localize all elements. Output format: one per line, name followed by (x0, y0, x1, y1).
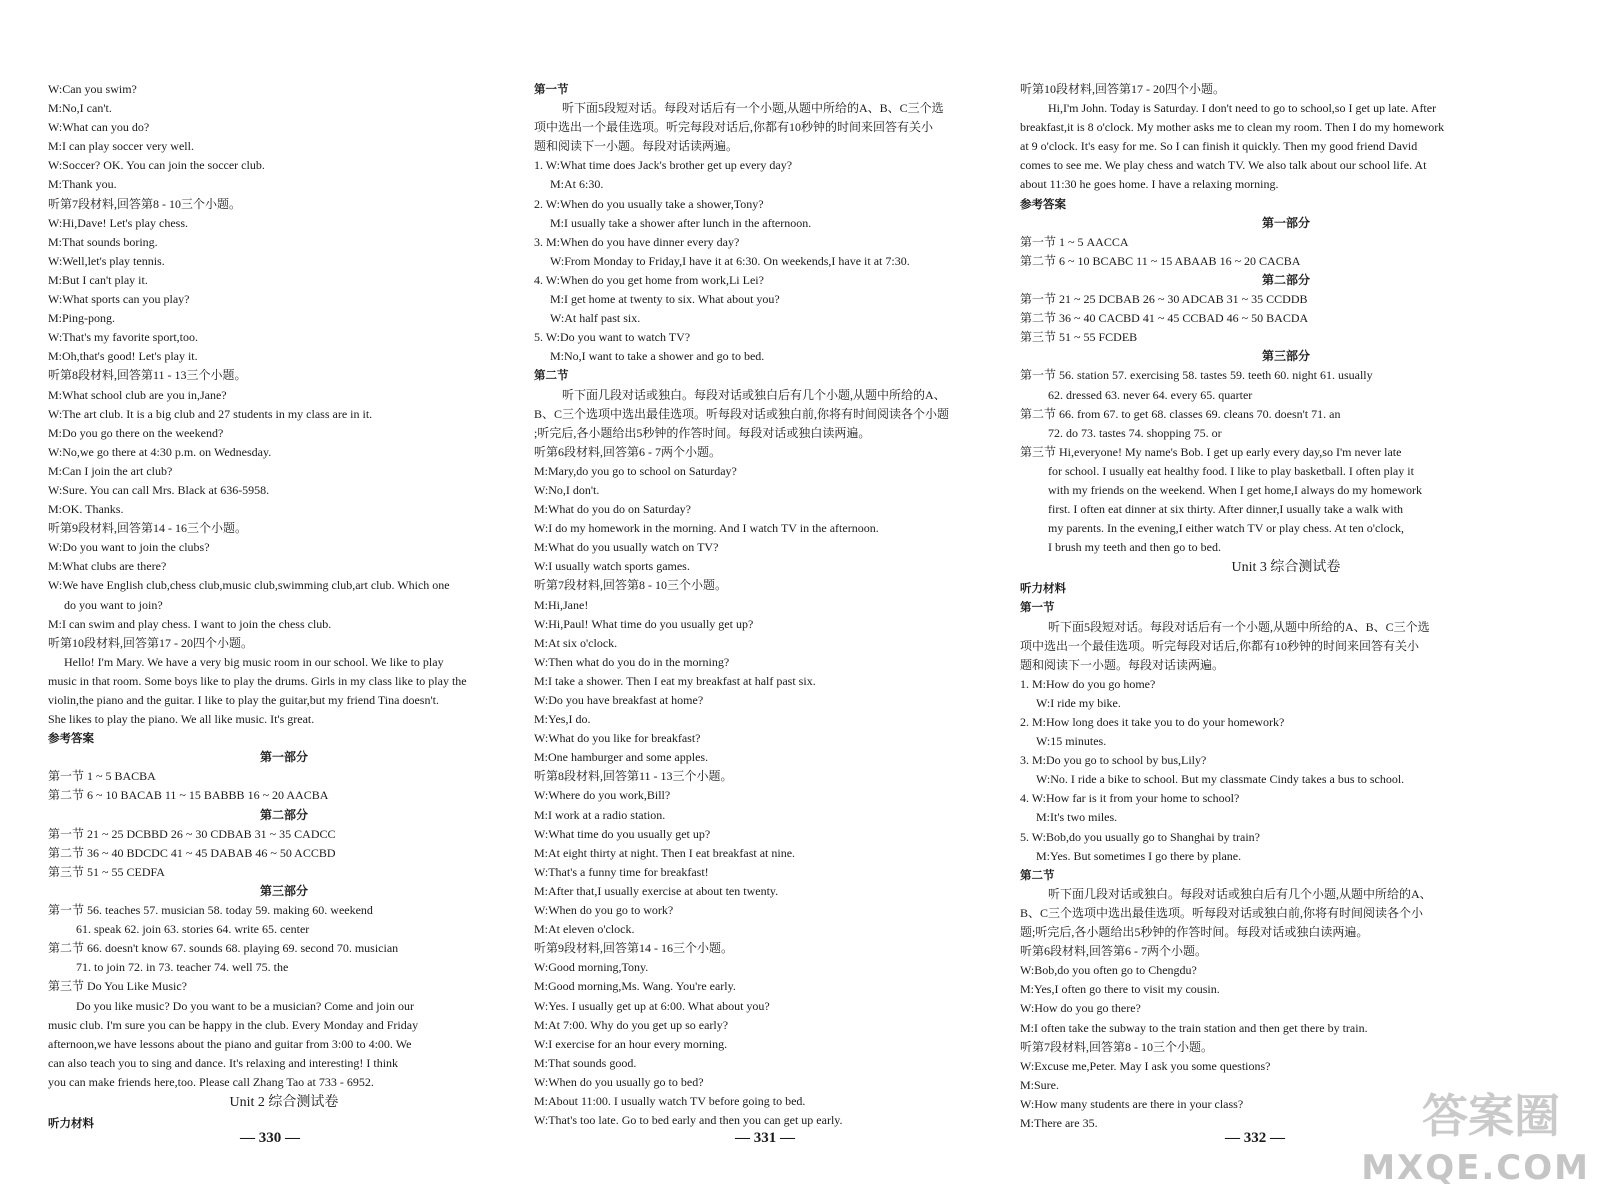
text-line: W:Yes. I usually get up at 6:00. What about you? (534, 998, 770, 1013)
text-line: 第一节 56. teaches 57. musician 58. today 59. making 60. weekend (48, 903, 373, 918)
text-line: W:No. I ride a bike to school. But my classmate Cindy takes a bus to school. (1036, 772, 1405, 787)
page-number-330: — 330 — (240, 1130, 300, 1146)
text-line: 听第10段材料,回答第17 - 20四个小题。 (48, 635, 253, 650)
text-line: M:Good morning,Ms. Wang. You're early. (534, 979, 736, 994)
text-line: W:How many students are there in your class? (1020, 1096, 1244, 1111)
text-line: M:Sure. (1020, 1077, 1059, 1092)
text-line: 听第6段材料,回答第6 - 7两个小题。 (534, 444, 721, 459)
text-line: M:What do you usually watch on TV? (534, 540, 719, 555)
text-line: 第二节 66. doesn't know 67. sounds 68. playing 69. second 70. musician (48, 941, 399, 956)
text-line: 第二节 (1020, 867, 1055, 882)
text-line: W:Bob,do you often go to Chengdu? (1020, 963, 1197, 978)
text-line: 第二节 36 ~ 40 CACBD 41 ~ 45 CCBAD 46 ~ 50 BACDA (1020, 311, 1309, 326)
text-line: M:Oh,that's good! Let's play it. (48, 349, 198, 364)
text-line: M:At 7:00. Why do you get up so early? (534, 1017, 729, 1032)
text-line: 第二节 66. from 67. to get 68. classes 69. cleans 70. doesn't 71. an (1020, 406, 1341, 421)
text-line: M:About 11:00. I usually watch TV before going to bed. (534, 1093, 806, 1108)
text-line: 听第10段材料,回答第17 - 20四个小题。 (1020, 82, 1225, 96)
text-line: M:That sounds boring. (48, 234, 158, 249)
text-line: W:How do you go there? (1020, 1001, 1141, 1016)
text-line: first. I often eat dinner at six thirty. After dinner,I usually take a walk with (1048, 502, 1403, 517)
text-line: Do you like music? Do you want to be a musician? Come and join our (76, 998, 414, 1013)
text-line: W:Do you want to join the clubs? (48, 540, 210, 555)
text-line: 听下面5段短对话。每段对话后有一个小题,从题中所给的A、B、C三个选 (562, 101, 944, 116)
text-line: 题和阅读下一小题。每段对话读两遍。 (534, 139, 739, 154)
text-line: M:I usually take a shower after lunch in the afternoon. (550, 215, 812, 230)
text-line: 听第7段材料,回答第8 - 10三个小题。 (48, 196, 241, 211)
text-line: 听第9段材料,回答第14 - 16三个小题。 (534, 941, 733, 956)
text-line: music in that room. Some boys like to play the drums. Girls in my class like to play the (48, 673, 467, 688)
text-line: M:One hamburger and some apples. (534, 750, 709, 765)
text-line: 62. dressed 63. never 64. every 65. quarter (1048, 387, 1253, 402)
text-line: M:Thank you. (48, 177, 117, 192)
text-line: M:Can I join the art club? (48, 463, 173, 478)
text-line: M:Ping-pong. (48, 311, 116, 326)
text-line: W:I exercise for an hour every morning. (534, 1036, 728, 1051)
text-line: 项中选出一个最佳选项。听完每段对话后,你都有10秒钟的时间来回答有关小 (1020, 638, 1420, 653)
text-line: M:Yes. But sometimes I go there by plane. (1036, 848, 1242, 863)
text-line: M:There are 35. (1020, 1115, 1098, 1130)
text-line: W:From Monday to Friday,I have it at 6:30. On weekends,I have it at 7:30. (550, 253, 910, 268)
text-line: 第一节 21 ~ 25 DCBBD 26 ~ 30 CDBAB 31 ~ 35 CADCC (48, 826, 336, 841)
text-line: M:I work at a radio station. (534, 807, 666, 822)
text-line: 第三节 Hi,everyone! My name's Bob. I get up early every day,so I'm never late (1020, 444, 1402, 459)
text-line: W:Excuse me,Peter. May I ask you some questions? (1020, 1058, 1271, 1073)
text-line: W:Sure. You can call Mrs. Black at 636-5958. (48, 482, 270, 497)
text-line: 第三部分 (259, 883, 308, 898)
text-line: W:Where do you work,Bill? (534, 788, 671, 803)
text-line: 3. M:Do you go to school by bus,Lily? (1020, 753, 1207, 768)
text-line: 听第8段材料,回答第11 - 13三个小题。 (534, 769, 733, 784)
text-line: 5. W:Bob,do you usually go to Shanghai by train? (1020, 829, 1260, 844)
text-line: W:Can you swim? (48, 82, 137, 96)
text-line: 听下面几段对话或独白。每段对话或独白后有几个小题,从题中所给的A、 (1048, 886, 1432, 901)
text-line: 第三部分 (1261, 349, 1310, 364)
text-line: M:At eight thirty at night. Then I eat breakfast at nine. (534, 845, 796, 860)
text-line: W:Well,let's play tennis. (48, 253, 165, 268)
text-line: 参考答案 (1020, 196, 1066, 211)
text-line: music club. I'm sure you can be happy in the club. Every Monday and Friday (48, 1017, 419, 1032)
text-line: M:Yes,I do. (534, 712, 591, 727)
text-line: 第二部分 (259, 807, 308, 822)
text-line: M:No,I can't. (48, 101, 112, 116)
text-line: violin,the piano and the guitar. I like to play the guitar,but my friend Tina doesn't. (48, 693, 439, 707)
text-line: W:I ride my bike. (1036, 695, 1121, 710)
text-line: ;听完后,各小题给出5秒钟的作答时间。每段对话或独白读两遍。 (534, 425, 871, 440)
text-line: comes to see me. We play chess and watch TV. We also talk about our school life. At (1020, 158, 1427, 173)
text-line: W:15 minutes. (1036, 734, 1107, 749)
text-line: you can make friends here,too. Please call Zhang Tao at 733 - 6952. (48, 1074, 374, 1089)
text-line: 第三节 51 ~ 55 FCDEB (1020, 330, 1138, 345)
text-line: 3. M:When do you have dinner every day? (534, 234, 740, 249)
text-line: 第二节 6 ~ 10 BACAB 11 ~ 15 BABBB 16 ~ 20 AACBA (48, 788, 329, 803)
text-line: M:What clubs are there? (48, 559, 167, 574)
text-line: 第一部分 (1261, 215, 1310, 230)
text-line: B、C三个选项中选出最佳选项。听每段对话或独白前,你将有时间阅读各个小题 (534, 406, 950, 421)
text-line: 2. W:When do you usually take a shower,Tony? (534, 196, 764, 211)
text-line: 5. W:Do you want to watch TV? (534, 330, 691, 345)
text-line: M:Yes,I often go there to visit my cousin. (1020, 982, 1220, 997)
text-line: 1. W:What time does Jack's brother get up every day? (534, 158, 793, 173)
text-line: 第一节 (1020, 600, 1055, 615)
text-line: W:That's my favorite sport,too. (48, 330, 199, 345)
text-line: 项中选出一个最佳选项。听完每段对话后,你都有10秒钟的时间来回答有关小 (534, 120, 934, 135)
text-line: M:I can play soccer very well. (48, 139, 194, 154)
text-line: M:That sounds good. (534, 1055, 637, 1070)
text-line: W:Good morning,Tony. (534, 960, 649, 975)
text-line: Unit 3 综合测试卷 (1231, 560, 1341, 576)
text-line: 听下面5段短对话。每段对话后有一个小题,从题中所给的A、B、C三个选 (1048, 619, 1430, 634)
text-line: W:What do you like for breakfast? (534, 731, 701, 746)
text-line: B、C三个选项中选出最佳选项。听每段对话或独白前,你将有时间阅读各个小 (1020, 905, 1424, 920)
text-line: 听第9段材料,回答第14 - 16三个小题。 (48, 521, 247, 536)
text-line: 第一节 1 ~ 5 AACCA (1020, 234, 1129, 249)
text-line: W:Hi,Paul! What time do you usually get up? (534, 616, 754, 631)
text-line: M:At 6:30. (550, 177, 604, 192)
text-line: 第一节 1 ~ 5 BACBA (48, 769, 156, 784)
text-line: about 11:30 he goes home. I have a relaxing morning. (1020, 177, 1279, 192)
text-line: M:I can swim and play chess. I want to join the chess club. (48, 616, 332, 631)
text-line: W:When do you go to work? (534, 903, 674, 918)
text-line: 1. M:How do you go home? (1020, 676, 1156, 691)
text-line: M:OK. Thanks. (48, 502, 124, 517)
text-line: 听第7段材料,回答第8 - 10三个小题。 (534, 578, 727, 593)
text-line: W:What sports can you play? (48, 292, 190, 307)
page-number-331: — 331 — (735, 1130, 795, 1146)
text-line: W:Hi,Dave! Let's play chess. (48, 215, 189, 230)
text-line: W:We have English club,chess club,music club,swimming club,art club. Which one (48, 578, 450, 593)
text-line: M:What do you do on Saturday? (534, 502, 691, 517)
text-line: W:I usually watch sports games. (534, 559, 690, 574)
text-line: 4. W:When do you get home from work,Li Lei? (534, 272, 764, 287)
text-line: 72. do 73. tastes 74. shopping 75. or (1048, 425, 1222, 440)
text-line: M:No,I want to take a shower and go to bed. (550, 349, 765, 364)
text-line: M:It's two miles. (1036, 810, 1118, 825)
text-line: breakfast,it is 8 o'clock. My mother asks me to clean my room. Then I do my homework (1020, 120, 1445, 135)
text-line: 第三节 Do You Like Music? (48, 979, 188, 994)
text-line: W:Soccer? OK. You can join the soccer club. (48, 158, 265, 173)
text-line: M:I often take the subway to the train station and then get there by train. (1020, 1020, 1368, 1035)
text-line: 第二节 6 ~ 10 BCABC 11 ~ 15 ABAAB 16 ~ 20 CACBA (1020, 253, 1301, 268)
text-line: 第二部分 (1261, 272, 1310, 287)
text-line: 第二节 36 ~ 40 BDCDC 41 ~ 45 DABAB 46 ~ 50 ACCBD (48, 845, 336, 860)
text-line: for school. I usually eat healthy food. I like to play basketball. I often play it (1048, 463, 1414, 478)
text-line: 听第7段材料,回答第8 - 10三个小题。 (1020, 1039, 1213, 1054)
text-line: at 9 o'clock. It's easy for me. So I can finish it quickly. Then my good friend David (1020, 139, 1418, 154)
page-number-332: — 332 — (1225, 1130, 1285, 1146)
text-line: 听下面几段对话或独白。每段对话或独白后有几个小题,从题中所给的A、 (562, 387, 946, 402)
text-line: 61. speak 62. join 63. stories 64. write 65. center (76, 922, 310, 937)
text-line: 4. W:How far is it from your home to school? (1020, 791, 1240, 806)
text-line: 题和阅读下一小题。每段对话读两遍。 (1020, 657, 1225, 672)
text-line: W:No,we go there at 4:30 p.m. on Wednesday. (48, 444, 272, 459)
text-line: 听第8段材料,回答第11 - 13三个小题。 (48, 368, 247, 383)
text-line: M:What school club are you in,Jane? (48, 387, 227, 402)
text-line: M:Do you go there on the weekend? (48, 425, 224, 440)
text-line: W:That's too late. Go to bed early and then you can get up early. (534, 1113, 843, 1128)
text-line: W:What time do you usually get up? (534, 826, 711, 841)
text-line: 第二节 (534, 368, 569, 383)
watermark-logo: 答案圈 (1422, 1089, 1560, 1143)
text-line: M:But I can't play it. (48, 272, 148, 287)
text-line: Hi,I'm John. Today is Saturday. I don't need to go to school,so I get up late. After (1048, 101, 1437, 116)
text-line: afternoon,we have lessons about the piano and guitar from 3:00 to 4:00. We (48, 1036, 412, 1051)
text-line: Unit 2 综合测试卷 (229, 1094, 339, 1110)
text-line: 第一节 (534, 82, 569, 96)
text-line: M:I take a shower. Then I eat my breakfast at half past six. (534, 673, 816, 688)
text-line: 第一部分 (259, 750, 308, 765)
text-line: W:I do my homework in the morning. And I watch TV in the afternoon. (534, 521, 879, 536)
text-line: 听力材料 (48, 1115, 94, 1130)
text-line: 听力材料 (1020, 581, 1066, 596)
text-line: W:The art club. It is a big club and 27 students in my class are in it. (48, 406, 373, 421)
text-line: W:That's a funny time for breakfast! (534, 864, 709, 879)
text-line: my parents. In the evening,I either watch TV or play chess. At ten o'clock, (1048, 521, 1404, 536)
text-line: She likes to play the piano. We all like music. It's great. (48, 712, 315, 727)
text-line: M:After that,I usually exercise at about ten twenty. (534, 883, 779, 898)
text-line: with my friends on the weekend. When I get home,I always do my homework (1048, 482, 1423, 497)
text-line: do you want to join? (64, 597, 163, 612)
column-page-332 (1020, 80, 1552, 1133)
text-line: W:No,I don't. (534, 482, 600, 497)
text-line: W:At half past six. (550, 311, 641, 326)
text-line: M:I get home at twenty to six. What about you? (550, 292, 780, 307)
text-line: M:Hi,Jane! (534, 597, 589, 612)
text-line: M:At six o'clock. (534, 635, 618, 650)
text-line: 题;听完后,各小题给出5秒钟的作答时间。每段对话或独白读两遍。 (1020, 925, 1369, 940)
text-line: 第一节 56. station 57. exercising 58. tastes 59. teeth 60. night 61. usually (1020, 368, 1373, 383)
text-line: I brush my teeth and then go to bed. (1048, 540, 1221, 555)
text-line: 第三节 51 ~ 55 CEDFA (48, 864, 165, 879)
text-line: 第一节 21 ~ 25 DCBAB 26 ~ 30 ADCAB 31 ~ 35 CCDDB (1020, 292, 1308, 307)
column-page-331 (534, 80, 1012, 1130)
text-line: W:What can you do? (48, 120, 150, 135)
text-line: 参考答案 (48, 731, 94, 746)
text-line: 2. M:How long does it take you to do your homework? (1020, 715, 1285, 729)
text-line: W:When do you usually go to bed? (534, 1074, 704, 1089)
text-line: 71. to join 72. in 73. teacher 74. well 75. the (76, 960, 289, 975)
text-line: M:At eleven o'clock. (534, 922, 635, 937)
text-line: 听第6段材料,回答第6 - 7两个小题。 (1020, 944, 1207, 959)
text-line: W:Then what do you do in the morning? (534, 654, 730, 669)
text-line: can also teach you to sing and dance. It's relaxing and interesting! I think (48, 1055, 399, 1070)
text-line: Hello! I'm Mary. We have a very big music room in our school. We like to play (64, 654, 444, 669)
text-line: M:Mary,do you go to school on Saturday? (534, 463, 737, 478)
watermark-url: MXQE.COM (1361, 1148, 1590, 1188)
text-line: W:Do you have breakfast at home? (534, 693, 704, 707)
column-page-330 (48, 80, 520, 1133)
